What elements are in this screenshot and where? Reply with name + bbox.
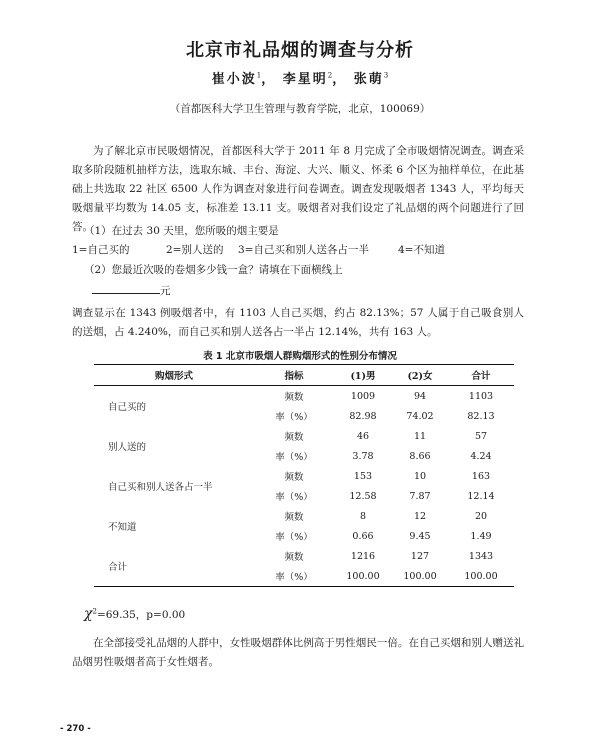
- affiliation: （首都医科大学卫生管理与教育学院，北京，100069）: [169, 103, 431, 115]
- female-cell: 100.00: [403, 570, 437, 582]
- total-cell: 1.49: [470, 530, 492, 542]
- total-cell: 1103: [468, 390, 494, 402]
- female-cell: 127: [410, 550, 430, 562]
- male-cell: 0.66: [352, 530, 374, 542]
- distribution-table: [94, 364, 514, 587]
- table-row: [94, 546, 514, 566]
- female-cell: 7.87: [409, 490, 431, 502]
- table-header-row: [94, 365, 514, 386]
- indicator-cell: 率（%）: [275, 492, 313, 503]
- header-total: 合计: [471, 371, 491, 382]
- female-cell: 11: [413, 430, 427, 442]
- female-cell: 9.45: [409, 530, 431, 542]
- table-caption: 表 1 北京市吸烟人群购烟形式的性别分布情况: [203, 351, 397, 362]
- indicator-cell: 率（%）: [275, 532, 313, 543]
- header-indicator: 指标: [284, 371, 304, 382]
- total-cell: 163: [471, 470, 491, 482]
- female-cell: 10: [413, 470, 427, 482]
- chi-square-result: [84, 606, 185, 622]
- indicator-cell: 率（%）: [275, 452, 313, 463]
- total-cell: 1343: [468, 550, 494, 562]
- table-row: [94, 466, 514, 486]
- male-cell: 3.78: [352, 450, 374, 462]
- question-1: （1）在过去 30 天里，您所吸的烟主要是: [84, 225, 279, 237]
- author-sup: 2: [327, 71, 333, 80]
- author-separator: ，: [332, 72, 348, 87]
- author-name: 崔小波: [211, 72, 257, 87]
- page-number: - 270 -: [60, 724, 91, 734]
- female-cell: 74.02: [406, 410, 434, 422]
- author-list: [0, 68, 600, 87]
- mode-cell: 别人送的: [108, 442, 147, 453]
- female-cell: 94: [413, 390, 427, 402]
- indicator-cell: 频数: [284, 512, 304, 523]
- male-cell: 1216: [350, 550, 376, 562]
- male-cell: 1009: [350, 390, 376, 402]
- header-female: (2)女: [407, 371, 433, 382]
- header-male: (1)男: [350, 371, 376, 382]
- mode-cell: 合计: [108, 562, 128, 573]
- blank-underline: [92, 283, 160, 294]
- indicator-cell: 频数: [284, 432, 304, 443]
- male-cell: 153: [353, 470, 373, 482]
- header-mode: 购烟形式: [154, 371, 193, 382]
- indicator-cell: 率（%）: [275, 572, 313, 583]
- option-3: 3=自己买和别人送各占一半: [238, 244, 369, 256]
- table-row: [94, 506, 514, 526]
- total-cell: 57: [474, 430, 488, 442]
- paper-title: 北京市礼品烟的调查与分析: [186, 40, 414, 61]
- total-cell: 100.00: [464, 570, 498, 582]
- indicator-cell: 频数: [284, 472, 304, 483]
- indicator-cell: 率（%）: [275, 412, 313, 423]
- intro-paragraph: 为了解北京市民吸烟情况，首都医科大学于 2011 年 8 月完成了全市吸烟情况调查。调查采取多阶段随机抽样方法，选取东城、丰台、海淀、大兴、顺义、怀柔 6 个区为抽样单位，在此基础上共选取 22 社区 6500 人作为调查对象进行问卷调查。调查发现吸烟者 1343 人，平均每天吸烟量平均数为 14.05 支，标准差 13.11 支。吸烟者对我们设定了礼品烟的两个问题进行了回答。: [72, 145, 524, 233]
- author-name: 李星明: [282, 72, 328, 87]
- male-cell: 82.98: [349, 410, 377, 422]
- male-cell: 100.00: [346, 570, 380, 582]
- mode-cell: 不知道: [108, 522, 137, 533]
- author-name: 张萌: [353, 72, 384, 87]
- mode-cell: 自己买的: [108, 402, 147, 413]
- chi-symbol: χ: [84, 606, 93, 622]
- unit-label: 元: [160, 285, 171, 297]
- option-2: 2=别人送的: [166, 244, 224, 256]
- total-cell: 4.24: [470, 450, 492, 462]
- indicator-cell: 频数: [284, 552, 304, 563]
- male-cell: 8: [359, 510, 367, 522]
- male-cell: 46: [356, 430, 370, 442]
- chi-exponent: 2: [92, 607, 97, 616]
- female-cell: 12: [413, 510, 427, 522]
- author-separator: ，: [261, 72, 277, 87]
- question-2: （2）您最近次吸的卷烟多少钱一盒？请填在下面横线上: [84, 264, 343, 276]
- conclusion-paragraph: 在全部接受礼品烟的人群中，女性吸烟群体比例高于男性烟民一倍。在自己买烟和别人赠送礼品烟男性吸烟者高于女性烟者。: [72, 637, 524, 668]
- table-row: [94, 386, 514, 407]
- answer-blank-line: [72, 283, 171, 298]
- table-row: [94, 426, 514, 446]
- option-4: 4=不知道: [398, 244, 445, 256]
- author-sup: 1: [256, 71, 262, 80]
- author-sup: 3: [383, 71, 389, 80]
- total-cell: 12.14: [467, 490, 495, 502]
- mode-cell: 自己买和别人送各占一半: [108, 482, 213, 493]
- option-1: 1=自己买的: [72, 244, 130, 256]
- male-cell: 12.58: [349, 490, 377, 502]
- result-paragraph: 调查显示在 1343 例吸烟者中，有 1103 人自己买烟，约占 82.13%；57 人属于自己吸食别人的送烟，占 4.240%，而自己买和别人送各占一半占 12.14%，共有 163 人。: [72, 307, 524, 338]
- indicator-cell: 频数: [284, 392, 304, 403]
- female-cell: 8.66: [409, 450, 431, 462]
- answer-options: [72, 242, 445, 257]
- chi-value: =69.35，p=0.00: [96, 609, 186, 621]
- total-cell: 82.13: [467, 410, 495, 422]
- total-cell: 20: [474, 510, 488, 522]
